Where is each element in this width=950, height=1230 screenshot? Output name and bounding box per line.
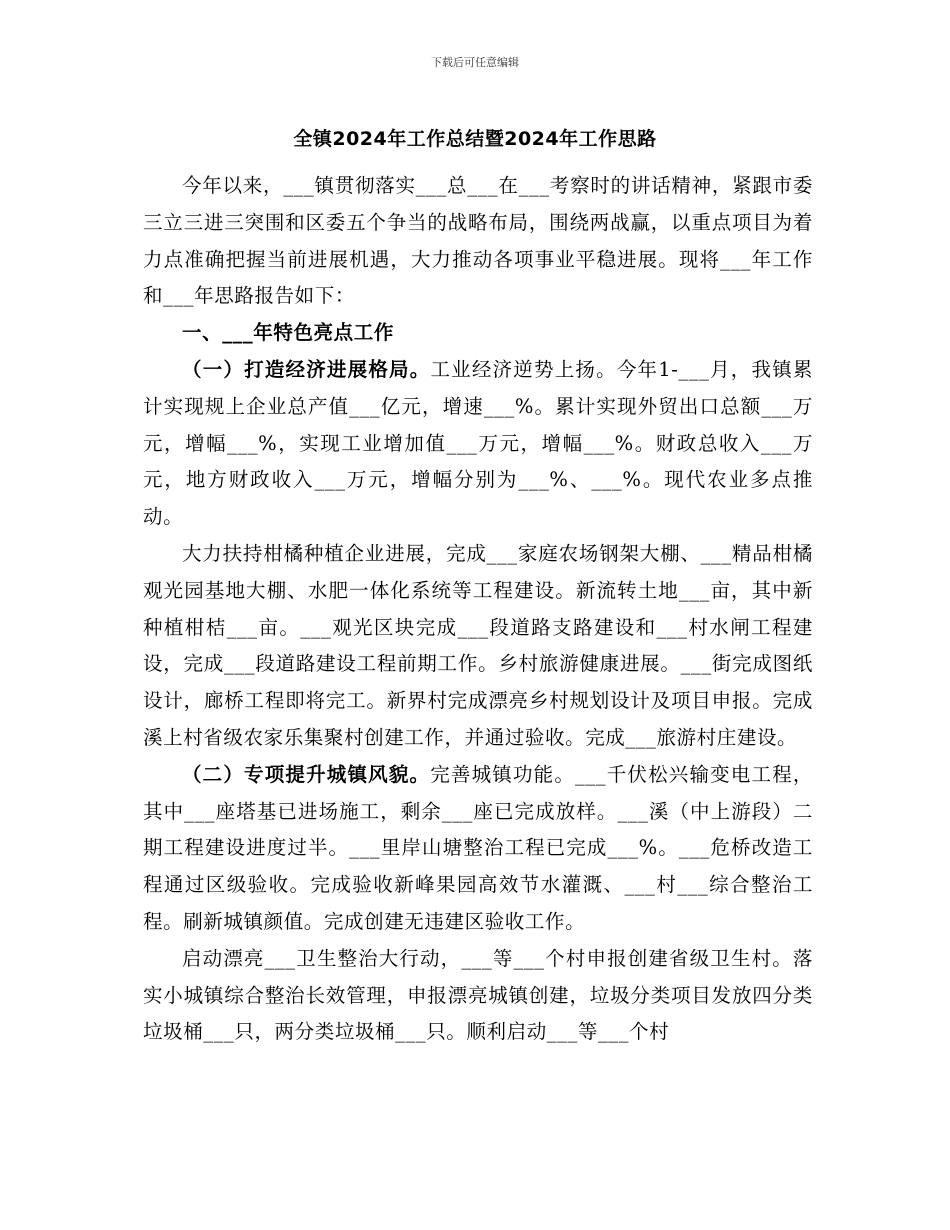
- sanitation-paragraph: 启动漂亮___卫生整治大行动，___等___个村申报创建省级卫生村。落实小城镇综合整治长效管理，申报漂亮城镇创建，垃圾分类项目发放四分类垃圾桶___只，两分类垃圾桶___只。顺利启动___等___个村: [143, 946, 813, 1044]
- document-body: [143, 168, 813, 1051]
- header-note: 下载后可任意编辑: [431, 56, 519, 69]
- section-town-lead: （二）专项提升城镇风貌。: [182, 762, 431, 786]
- section-town-body: 完善城镇功能。___千伏松兴输变电工程，其中___座塔基已进场施工，剩余___座已完成放样。___溪（中上游段）二期工程建设进度过半。___里岸山塘整治工程已完成___%。___危桥改造工程通过区级验收。完成验收新峰果园高效节水灌溉、___村___综合整治工程。刷新城镇颜值。完成创建无违建区验收工作。: [143, 762, 813, 933]
- section-heading-1: 一、___年特色亮点工作: [182, 321, 394, 345]
- document-title: 全镇2024年工作总结暨2024年工作思路: [293, 128, 657, 150]
- intro-paragraph: 今年以来，___镇贯彻落实___总___在___考察时的讲话精神，紧跟市委三立三进三突围和区委五个争当的战略布局，围绕两战赢，以重点项目为着力点准确把握当前进展机遇，大力推动各项事业平稳进展。现将___年工作和___年思路报告如下：: [143, 174, 813, 308]
- section-economy-paragraph: [143, 352, 813, 536]
- section-town-paragraph: [143, 757, 813, 941]
- agriculture-paragraph: 大力扶持柑橘种植企业进展，完成___家庭农场钢架大棚、___精品柑橘观光园基地大棚、水肥一体化系统等工程建设。新流转土地___亩，其中新种植柑桔___亩。___观光区块完成___段道路支路建设和___村水闸工程建设，完成___段道路建设工程前期工作。乡村旅游健康进展。___街完成图纸设计，廊桥工程即将完工。新界村完成漂亮乡村规划设计及项目申报。完成溪上村省级农家乐集聚村创建工作，并通过验收。完成___旅游村庄建设。: [143, 541, 813, 749]
- section-economy-lead: （一）打造经济进展格局。: [182, 357, 431, 381]
- section-economy-body: 工业经济逆势上扬。今年1-___月，我镇累计实现规上企业总产值___亿元，增速___%。累计实现外贸出口总额___万元，增幅___%，实现工业增加值___万元，增幅___%。财政总收入___万元，地方财政收入___万元，增幅分别为___%、___%。现代农业多点推动。: [143, 357, 813, 529]
